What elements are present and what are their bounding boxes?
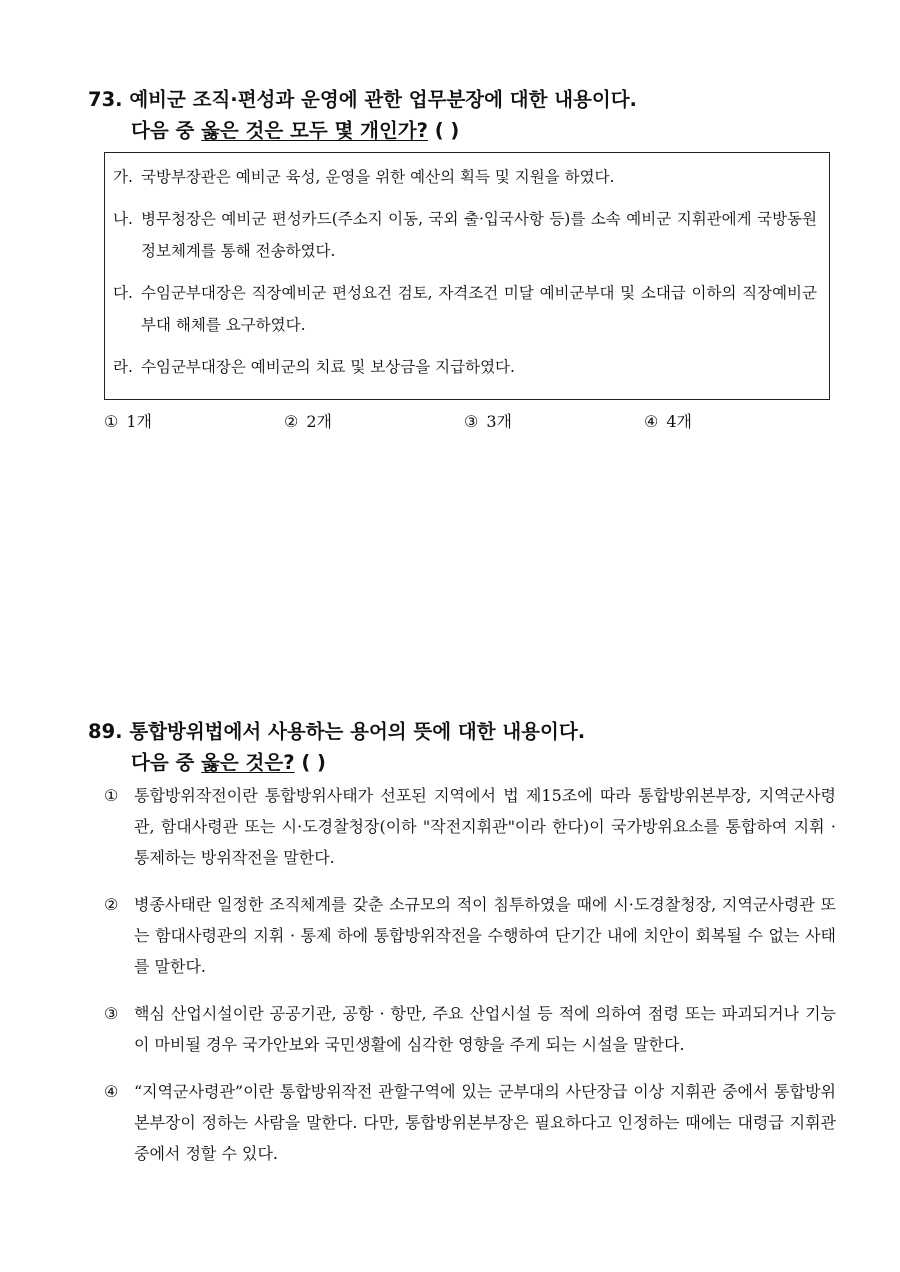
question-89-title-line2 (88, 747, 838, 778)
choice-number: ② (284, 412, 299, 431)
statement-text: 수임군부대장은 직장예비군 편성요건 검토, 자격조건 미달 예비군부대 및 소대급 이하의 직장예비군부대 해체를 요구하였다. (141, 284, 817, 334)
option-text: 통합방위작전이란 통합방위사태가 선포된 지역에서 법 제15조에 따라 통합방위본부장, 지역군사령관, 함대사령관 또는 시·도경찰청장(이하 "작전지휘관"이라 한다)이 국가방위요소를 통합하여 지휘 · 통제하는 방위작전을 말한다. (134, 786, 836, 867)
option-number: ① (104, 786, 119, 805)
statement-text: 수임군부대장은 예비군의 치료 및 보상금을 지급하였다. (141, 358, 515, 376)
question-73-statement-box (104, 152, 830, 400)
option-1[interactable] (104, 780, 836, 873)
question-89-prompt: 다음 중 (131, 751, 202, 774)
statement-item (113, 351, 817, 383)
choice-text: 3개 (486, 412, 512, 431)
question-73-prompt-underlined: 옳은 것은 모두 몇 개인가? (201, 119, 428, 142)
question-89-title-line1: 89. 통합방위법에서 사용하는 용어의 뜻에 대한 내용이다. (88, 720, 586, 743)
question-89-prompt-underlined: 옳은 것은? (201, 751, 295, 774)
statement-item (113, 161, 817, 193)
option-text: “지역군사령관”이란 통합방위작전 관할구역에 있는 군부대의 사단장급 이상 지휘관 중에서 통합방위본부장이 정하는 사람을 말한다. 다만, 통합방위본부장은 필요하다고 인정하는 때에는 대령급 지휘관 중에서 정할 수 있다. (134, 1082, 836, 1163)
question-73-title-line1: 73. 예비군 조직·편성과 운영에 관한 업무분장에 대한 내용이다. (88, 88, 637, 111)
choice-text: 4개 (666, 412, 692, 431)
answer-blank: ( ) (294, 751, 326, 774)
option-3[interactable] (104, 998, 836, 1060)
question-89-options (104, 780, 836, 1185)
statement-label: 라. (113, 358, 133, 376)
statement-text: 국방부장관은 예비군 육성, 운영을 위한 예산의 획득 및 지원을 하였다. (141, 168, 615, 186)
choice-4[interactable] (644, 408, 692, 436)
option-number: ② (104, 895, 119, 914)
question-73-title-line2 (88, 115, 838, 146)
statement-item (113, 277, 817, 341)
option-4[interactable] (104, 1076, 836, 1169)
statement-label: 나. (113, 210, 133, 228)
choice-text: 2개 (306, 412, 332, 431)
option-number: ③ (104, 1004, 119, 1023)
choice-text: 1개 (126, 412, 152, 431)
statement-item (113, 203, 817, 267)
choice-number: ④ (644, 412, 659, 431)
statement-label: 가. (113, 168, 133, 186)
statement-text: 병무청장은 예비군 편성카드(주소지 이동, 국외 출·입국사항 등)를 소속 예비군 지휘관에게 국방동원정보체계를 통해 전송하였다. (141, 210, 817, 260)
choice-1[interactable] (104, 408, 152, 436)
question-89 (88, 716, 838, 778)
option-2[interactable] (104, 889, 836, 982)
choice-3[interactable] (464, 408, 512, 436)
option-text: 핵심 산업시설이란 공공기관, 공항 · 항만, 주요 산업시설 등 적에 의하여 점령 또는 파괴되거나 기능이 마비될 경우 국가안보와 국민생활에 심각한 영향을 주게 되는 시설을 말한다. (134, 1004, 836, 1054)
statement-label: 다. (113, 284, 133, 302)
question-73 (88, 84, 838, 146)
choice-number: ③ (464, 412, 479, 431)
question-73-prompt: 다음 중 (131, 119, 202, 142)
option-text: 병종사태란 일정한 조직체계를 갖춘 소규모의 적이 침투하였을 때에 시·도경찰청장, 지역군사령관 또는 함대사령관의 지휘 · 통제 하에 통합방위작전을 수행하여 단기간 내에 치안이 회복될 수 없는 사태를 말한다. (134, 895, 836, 976)
choice-number: ① (104, 412, 119, 431)
answer-blank: ( ) (427, 119, 460, 142)
option-number: ④ (104, 1082, 119, 1101)
choice-2[interactable] (284, 408, 332, 436)
